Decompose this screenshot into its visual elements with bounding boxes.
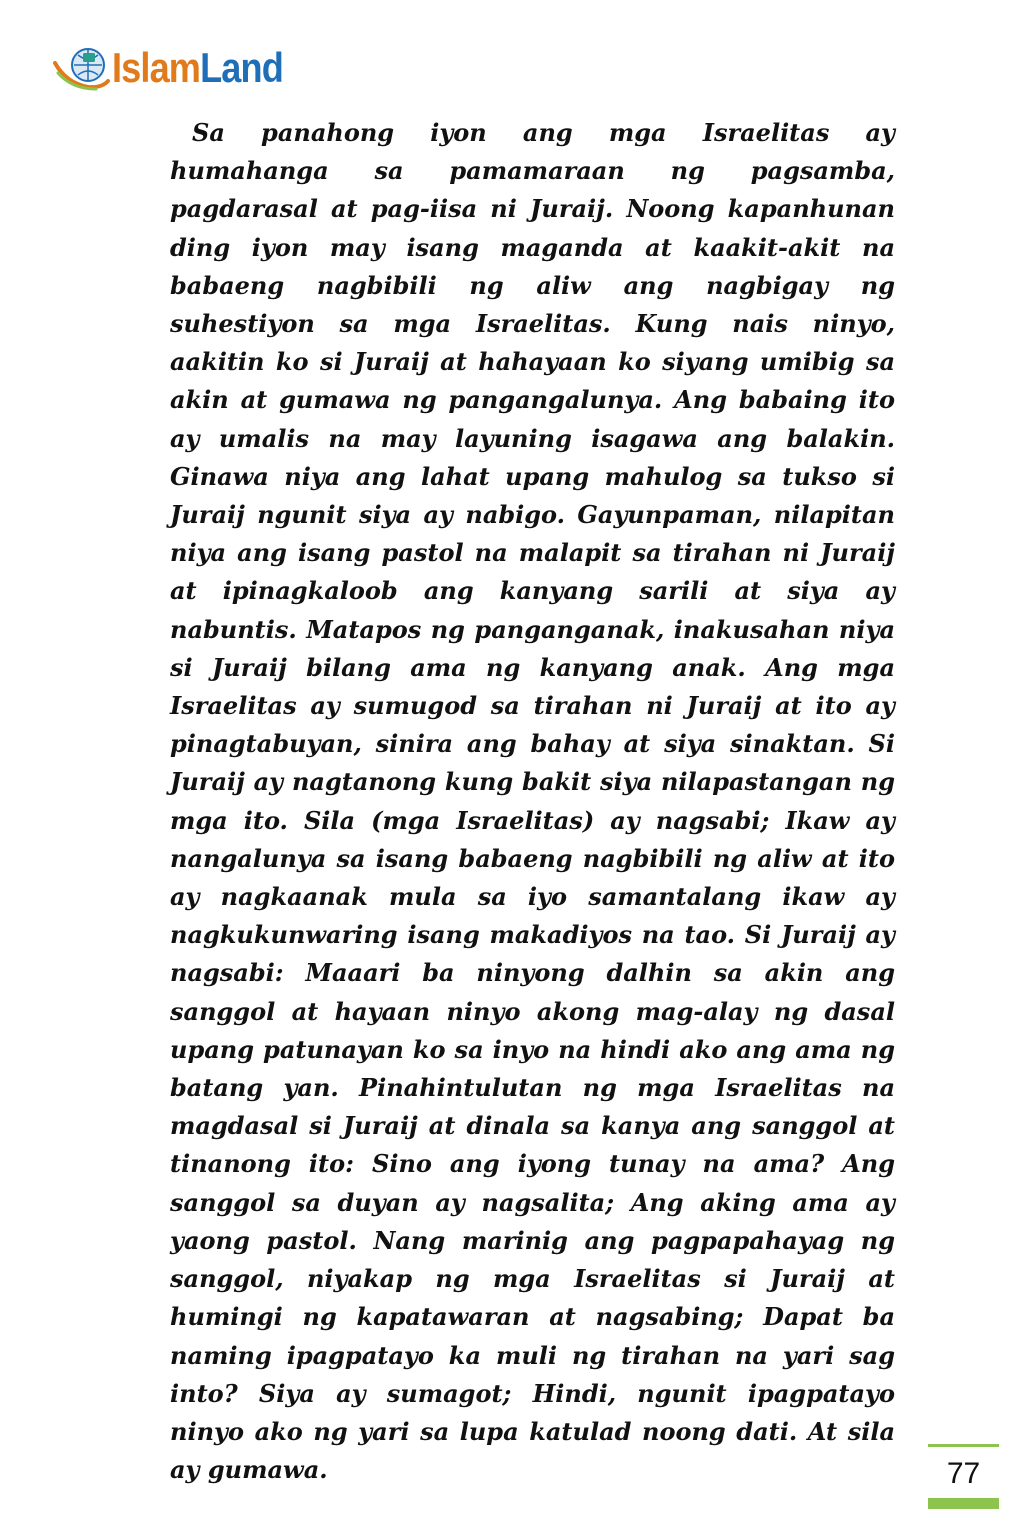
footer-rule-top	[928, 1444, 999, 1447]
logo-word-land: Land	[200, 44, 283, 91]
page-number: 77	[946, 1457, 981, 1490]
footer-rule-bottom	[928, 1498, 999, 1509]
body-paragraph: Sa panahong iyon ang mga Israelitas ay humahanga sa pamamaraan ng pagsamba, pagdarasal at pag-iisa ni Juraij. Noong kapanhunan ding iyon may isang maganda at kaakit-akit na babaeng nagbibili ng aliw ang nagbigay ng suhestiyon sa mga Israelitas. Kung nais ninyo, aakitin ko si Juraij at hahayaan ko siyang umibig sa akin at gumawa ng pangangalunya. Ang babaing ito ay umalis na may layuning isagawa ang balakin. Ginawa niya ang lahat upang mahulog sa tukso si Juraij ngunit siya ay nabigo. Gayunpaman, nilapitan niya ang isang pastol na malapit sa tirahan ni Juraij at ipinagkaloob ang kanyang sarili at siya ay nabuntis. Matapos ng panganganak, inakusahan niya si Juraij bilang ama ng kanyang anak. Ang mga Israelitas ay sumugod sa tirahan ni Juraij at ito ay pinagtabuyan, sinira ang bahay at siya sinaktan. Si Juraij ay nagtanong kung bakit siya nilapastangan ng mga ito. Sila (mga Israelitas) ay nagsabi; Ikaw ay nangalunya sa isang babaeng nagbibili ng aliw at ito ay nagkaanak mula sa iyo samantalang ikaw ay nagkukunwaring isang makadiyos na tao. Si Juraij ay nagsabi: Maaari ba ninyong dalhin sa akin ang sanggol at hayaan ninyo akong mag-alay ng dasal upang patunayan ko sa inyo na hindi ako ang ama ng batang yan. Pinahintulutan ng mga Israelitas na magdasal si Juraij at dinala sa kanya ang sanggol at tinanong ito: Sino ang iyong tunay na ama? Ang sanggol sa duyan ay nagsalita; Ang aking ama ay yaong pastol. Nang marinig ang pagpapahayag ng sanggol, niyakap ng mga Israelitas si Juraij at humingi ng kapatawaran at nagsabing; Dapat ba naming ipagpatayo ka muli ng tirahan na yari sag into? Siya ay sumagot; Hindi, ngunit ipagpatayo ninyo ako ng yari sa lupa katulad noong dati. At sila ay gumawa.	[170, 118, 895, 1485]
logo-word-islam: Islam	[112, 44, 201, 91]
logo-wordmark	[112, 44, 283, 91]
islamland-logo	[52, 40, 311, 96]
globe-swoosh-icon	[52, 43, 110, 93]
